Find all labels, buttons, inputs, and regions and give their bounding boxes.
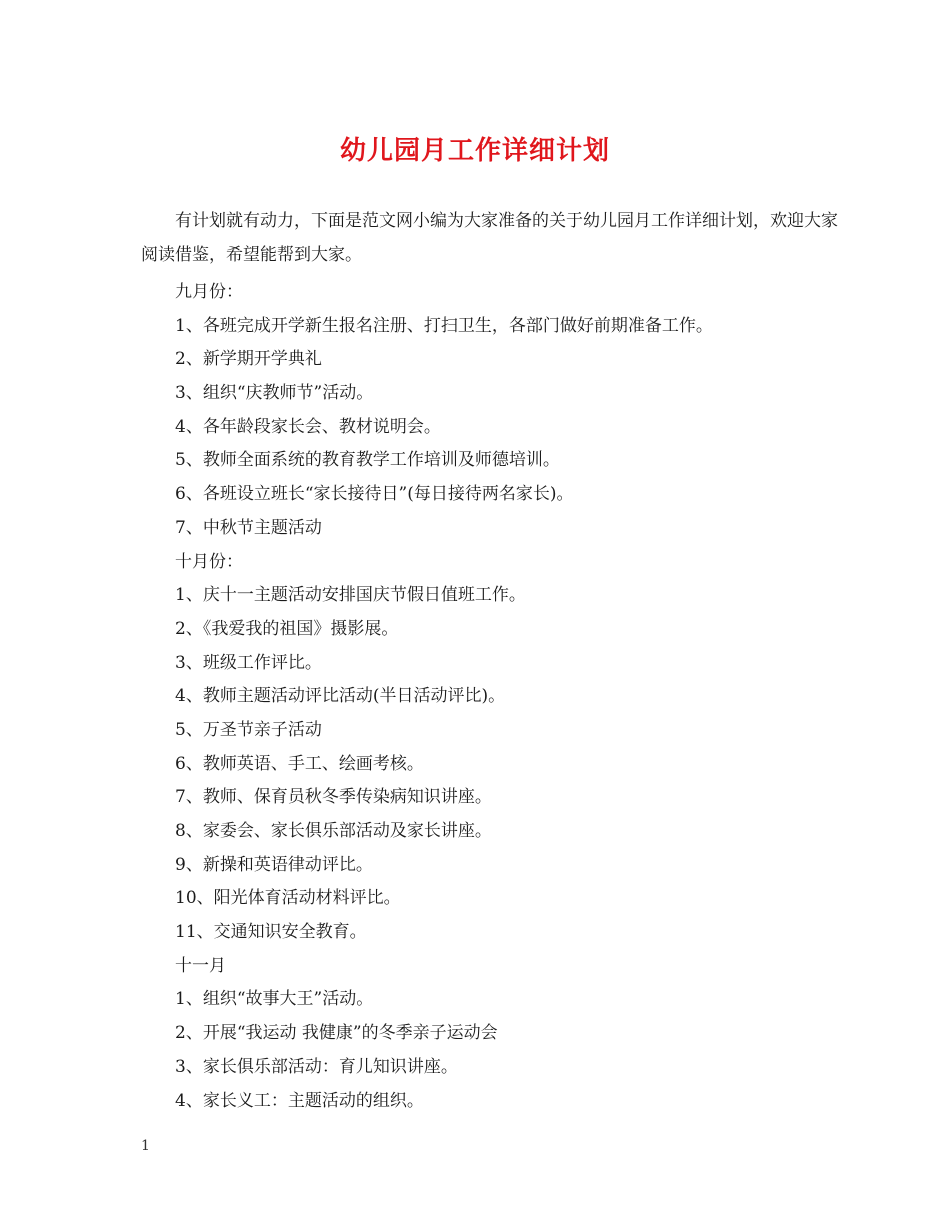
- list-item: 1、各班完成开学新生报名注册、打扫卫生，各部门做好前期准备工作。: [175, 315, 713, 336]
- list-item: 2、开展“我运动 我健康”的冬季亲子运动会: [175, 1023, 498, 1044]
- list-item: 7、教师、保育员秋冬季传染病知识讲座。: [175, 787, 492, 808]
- list-item: 7、中秋节主题活动: [175, 517, 322, 538]
- list-item: 5、万圣节亲子活动: [175, 719, 322, 740]
- list-item: 10、阳光体育活动材料评比。: [175, 888, 401, 909]
- list-item: 2、《我爱我的祖国》摄影展。: [175, 618, 399, 639]
- intro-paragraph: 有计划就有动力，下面是范文网小编为大家准备的关于幼儿园月工作详细计划，欢迎大家阅读借鉴，希望能帮到大家。: [141, 211, 838, 265]
- section-heading-november: 十一月: [175, 955, 226, 976]
- list-item: 1、组织“故事大王”活动。: [175, 989, 374, 1010]
- list-item: 6、各班设立班长“家长接待日”(每日接待两名家长)。: [175, 484, 574, 505]
- list-item: 4、教师主题活动评比活动(半日活动评比)。: [175, 686, 506, 707]
- list-item: 1、庆十一主题活动安排国庆节假日值班工作。: [175, 585, 526, 606]
- section-heading-september: 九月份：: [175, 282, 243, 302]
- plan-list: [175, 276, 855, 1118]
- list-item: 3、组织“庆教师节”活动。: [175, 383, 374, 404]
- list-item: 2、新学期开学典礼: [175, 349, 322, 370]
- list-item: 9、新操和英语律动评比。: [175, 854, 373, 875]
- list-item: 8、家委会、家长俱乐部活动及家长讲座。: [175, 821, 492, 841]
- list-item: 6、教师英语、手工、绘画考核。: [175, 753, 424, 774]
- section-heading-october: 十月份：: [175, 551, 243, 572]
- list-item: 4、各年龄段家长会、教材说明会。: [175, 416, 441, 437]
- document-title: 幼儿园月工作详细计划: [339, 136, 610, 166]
- list-item: 3、班级工作评比。: [175, 652, 322, 673]
- list-item: 4、家长义工：主题活动的组织。: [175, 1090, 424, 1111]
- page-number: 1: [141, 1138, 150, 1154]
- list-item: 3、家长俱乐部活动：育儿知识讲座。: [175, 1056, 458, 1077]
- list-item: 5、教师全面系统的教育教学工作培训及师德培训。: [175, 450, 560, 471]
- list-item: 11、交通知识安全教育。: [175, 922, 367, 943]
